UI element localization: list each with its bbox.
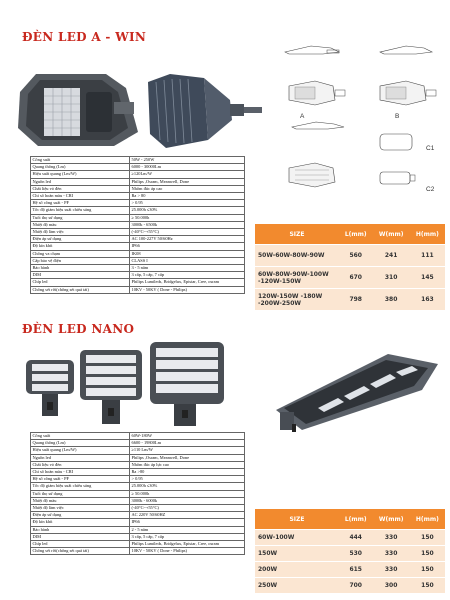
size-cell: 50W-60W-80W-90W	[255, 245, 339, 266]
spec-key: Nhiệt độ làm việc	[31, 229, 130, 236]
spec-value: 6000 - 30000Lm	[130, 164, 245, 171]
spec-row	[31, 200, 245, 207]
spec-value: IK08	[130, 250, 245, 257]
spec-key: Chíp led	[31, 279, 130, 286]
spec-row	[31, 533, 245, 540]
size-cell: 150W	[255, 546, 339, 561]
spec-key: Chống sét rời(chống sét quá tải)	[31, 286, 130, 293]
size-row	[255, 578, 445, 593]
spec-row	[31, 171, 245, 178]
size-header-cell: H(mm)	[410, 509, 445, 529]
size-row	[255, 289, 445, 310]
size-cell: 330	[372, 530, 409, 545]
spec-row	[31, 548, 245, 555]
size-row	[255, 546, 445, 561]
size-header-cell: W(mm)	[372, 224, 409, 244]
spec-value: Philips ,Osram, Meanwell, Done	[130, 454, 245, 461]
spec-row	[31, 157, 245, 164]
size-cell: 330	[372, 562, 409, 577]
spec-key: Chất liệu vỏ đèn	[31, 461, 130, 468]
spec-value: 25.000h ≤30%	[130, 483, 245, 490]
led-nano-photo-angled	[262, 350, 442, 440]
spec-key: Độ kín khít	[31, 519, 130, 526]
size-cell: 250W	[255, 578, 339, 593]
spec-row	[31, 461, 245, 468]
spec-value: Philips ,Osram, Meanwell, Done	[130, 178, 245, 185]
drawing-c2-bottom-view	[285, 160, 347, 190]
spec-value: (-40°C~+55°C)	[130, 229, 245, 236]
size-table-b	[255, 508, 445, 594]
drawing-side-view-left	[283, 40, 343, 60]
size-header-cell: L(mm)	[339, 224, 372, 244]
spec-row	[31, 243, 245, 250]
spec-key: Nhiệt độ màu	[31, 497, 130, 504]
size-header-cell: H(mm)	[410, 224, 445, 244]
spec-row	[31, 447, 245, 454]
spec-value: IP66	[130, 243, 245, 250]
spec-key: Công suất	[31, 433, 130, 440]
spec-row	[31, 257, 245, 264]
spec-value: AC 100-227V 50/60Hz	[130, 236, 245, 243]
spec-row	[31, 440, 245, 447]
size-row	[255, 245, 445, 266]
spec-value: > 0.95	[130, 200, 245, 207]
spec-key: Nguồn led	[31, 454, 130, 461]
drawing-side-view-right	[378, 40, 436, 60]
spec-row	[31, 229, 245, 236]
spec-key: Bảo hành	[31, 265, 130, 272]
size-row	[255, 530, 445, 545]
size-cell: 163	[410, 289, 445, 310]
spec-key: Bảo hành	[31, 526, 130, 533]
size-cell: 150	[410, 562, 445, 577]
size-header-cell: W(mm)	[372, 509, 409, 529]
spec-row	[31, 541, 245, 548]
spec-key: DIM	[31, 272, 130, 279]
spec-key: Chỉ số hoàn màu - CRI	[31, 469, 130, 476]
size-cell: 111	[410, 245, 445, 266]
size-cell: 145	[410, 267, 445, 288]
spec-value: ≥ 50.000h	[130, 214, 245, 221]
size-cell: 150	[410, 546, 445, 561]
spec-value: IP66	[130, 519, 245, 526]
spec-key: Hiệu suất quang (Lm/W)	[31, 447, 130, 454]
spec-value: 60W-180W	[130, 433, 245, 440]
spec-value: Nhôm đúc áp lực cao	[130, 461, 245, 468]
spec-row	[31, 497, 245, 504]
spec-value: 3 cấp, 5 cấp, 7 cấp	[130, 272, 245, 279]
spec-value: Nhôm đúc áp cao	[130, 185, 245, 192]
size-cell: 444	[339, 530, 372, 545]
size-row	[255, 562, 445, 577]
spec-row	[31, 236, 245, 243]
spec-value: 3 cấp, 5 cấp, 7 cấp	[130, 533, 245, 540]
led-nano-photo-group	[22, 342, 230, 428]
spec-row	[31, 214, 245, 221]
spec-key: Điện áp sử dụng	[31, 236, 130, 243]
spec-key: Chống sét rời(chống sét quá tải)	[31, 548, 130, 555]
spec-value: CLASS I	[130, 257, 245, 264]
spec-value: ≥110 Lm/W	[130, 447, 245, 454]
spec-row	[31, 207, 245, 214]
size-cell: 60W-100W	[255, 530, 339, 545]
spec-key: Chống va chạm	[31, 250, 130, 257]
spec-key: Nhiệt độ màu	[31, 221, 130, 228]
spec-row	[31, 185, 245, 192]
spec-row	[31, 164, 245, 171]
spec-row	[31, 519, 245, 526]
spec-row	[31, 476, 245, 483]
spec-row	[31, 178, 245, 185]
view-label-a: A	[300, 113, 305, 120]
size-cell: 120W-150W -180W -200W-250W	[255, 289, 339, 310]
size-cell: 300	[372, 578, 409, 593]
spec-key: Hệ số công suất - PF	[31, 476, 130, 483]
spec-value: 10KV - 50KV ( Done - Philips)	[130, 548, 245, 555]
spec-value: Ra > 80	[130, 193, 245, 200]
spec-value: 2 - 5 năm	[130, 526, 245, 533]
drawing-c1-side-view	[290, 118, 348, 132]
spec-row	[31, 505, 245, 512]
drawing-c1-end-view	[376, 128, 416, 156]
drawing-c2-end-view	[376, 166, 416, 190]
size-cell: 798	[339, 289, 372, 310]
spec-value: AC 220V 50/60HZ	[130, 512, 245, 519]
spec-value: > 0.95	[130, 476, 245, 483]
size-header-cell: SIZE	[255, 509, 339, 529]
spec-key: Độ kín khít	[31, 243, 130, 250]
size-table-a	[255, 223, 445, 311]
spec-key: Quang thông (Lm)	[31, 164, 130, 171]
view-label-b: B	[395, 113, 400, 120]
spec-row	[31, 221, 245, 228]
spec-key: Chíp led	[31, 541, 130, 548]
size-cell: 615	[339, 562, 372, 577]
spec-row	[31, 279, 245, 286]
spec-table-b	[30, 432, 245, 555]
size-cell: 60W-80W-90W-100W -120W-150W	[255, 267, 339, 288]
section-a-title: ĐÈN LED A - WIN	[22, 30, 147, 44]
spec-row	[31, 193, 245, 200]
drawing-a-top-view	[285, 78, 347, 108]
section-b-title: ĐÈN LED NANO	[22, 322, 135, 336]
spec-key: Tốc độ giảm hiệu suất chiếu sáng	[31, 207, 130, 214]
spec-value: 10KV - 50KV ( Done - Philips)	[130, 286, 245, 293]
spec-key: Chất liệu vỏ đèn	[31, 185, 130, 192]
size-cell: 700	[339, 578, 372, 593]
spec-row	[31, 454, 245, 461]
spec-key: Tuổi thọ sử dụng	[31, 214, 130, 221]
size-cell: 670	[339, 267, 372, 288]
spec-key: Công suất	[31, 157, 130, 164]
spec-row	[31, 490, 245, 497]
size-cell: 530	[339, 546, 372, 561]
spec-row	[31, 512, 245, 519]
spec-value: 25.000h ≤30%	[130, 207, 245, 214]
spec-row	[31, 433, 245, 440]
spec-key: Tốc độ giảm hiệu suất chiếu sáng	[31, 483, 130, 490]
spec-value: 50W - 250W	[130, 157, 245, 164]
size-header-cell: SIZE	[255, 224, 339, 244]
spec-row	[31, 265, 245, 272]
spec-value: ≥120Lm/W	[130, 171, 245, 178]
size-cell: 150	[410, 530, 445, 545]
drawing-b-top-view	[376, 78, 438, 108]
size-row	[255, 267, 445, 288]
spec-key: Tuổi thọ sử dụng	[31, 490, 130, 497]
spec-key: Nhiệt độ làm việc	[31, 505, 130, 512]
spec-value: Philips Lumileds, Bridgelux, Epistar, Cree, osram	[130, 279, 245, 286]
spec-key: DIM	[31, 533, 130, 540]
spec-key: Quang thông (Lm)	[31, 440, 130, 447]
size-cell: 310	[372, 267, 409, 288]
spec-row	[31, 483, 245, 490]
led-a-win-photo-top	[144, 70, 264, 150]
spec-key: Hệ số công suất - PF	[31, 200, 130, 207]
spec-value: Ra >80	[130, 469, 245, 476]
spec-row	[31, 526, 245, 533]
size-cell: 380	[372, 289, 409, 310]
spec-row	[31, 286, 245, 293]
size-cell: 241	[372, 245, 409, 266]
spec-key: Điện áp sử dụng	[31, 512, 130, 519]
spec-key: Cấp bảo vệ điện	[31, 257, 130, 264]
spec-key: Hiệu suất quang (Lm/W)	[31, 171, 130, 178]
spec-table-a	[30, 156, 245, 294]
led-a-win-photo-bottom	[14, 62, 142, 154]
spec-value: Philips Lumileds, Bridgelux, Epistar, Cree, osram	[130, 541, 245, 548]
view-label-c1: C1	[426, 145, 435, 152]
size-cell: 330	[372, 546, 409, 561]
spec-row	[31, 250, 245, 257]
spec-value: 3 - 5 năm	[130, 265, 245, 272]
size-cell: 150	[410, 578, 445, 593]
spec-value: ≥ 50.000h	[130, 490, 245, 497]
size-cell: 200W	[255, 562, 339, 577]
spec-row	[31, 272, 245, 279]
spec-value: (-40°C~+55°C)	[130, 505, 245, 512]
spec-value: 3000k - 6500k	[130, 221, 245, 228]
size-cell: 560	[339, 245, 372, 266]
spec-key: Chỉ số hoàn màu - CRI	[31, 193, 130, 200]
spec-row	[31, 469, 245, 476]
spec-value: 6600 - 19800Lm	[130, 440, 245, 447]
view-label-c2: C2	[426, 186, 435, 193]
spec-value: 3000k - 6000k	[130, 497, 245, 504]
spec-key: Nguồn led	[31, 178, 130, 185]
size-header-cell: L(mm)	[339, 509, 372, 529]
